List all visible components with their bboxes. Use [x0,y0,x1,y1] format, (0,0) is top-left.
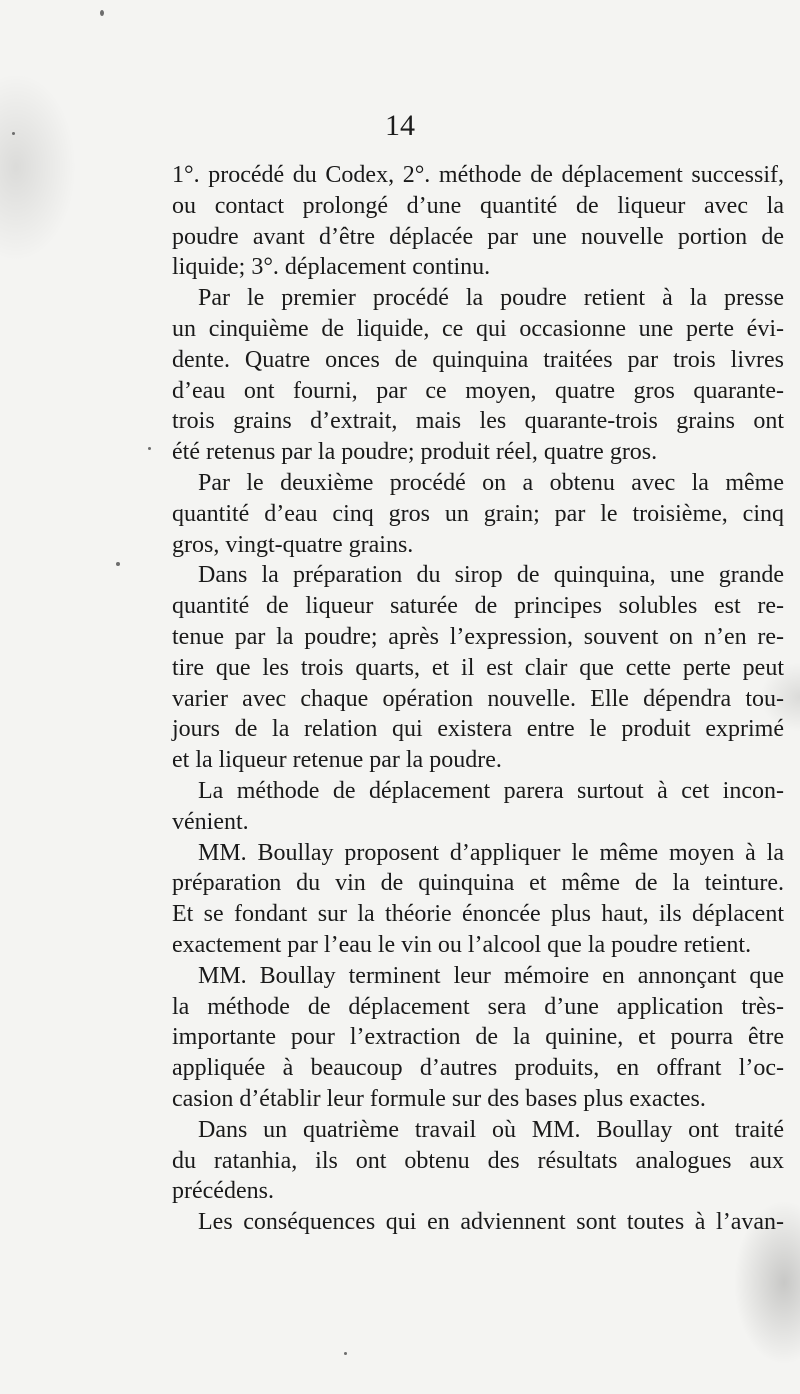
text-line: MM. Boullay proposent d’appliquer le même moyen à la [198,839,784,866]
text-line: jours de la relation qui existera entre le produit exprimé [172,716,784,743]
text-line: un cinquième de liquide, ce qui occasionne une perte évi- [172,315,784,342]
text-line: trois grains d’extrait, mais les quarante-trois grains ont [172,408,784,435]
text-line: 1°. procédé du Codex, 2°. méthode de déplacement successif, [172,162,784,188]
text-line: casion d’établir leur formule sur des bases plus exactes. [172,1085,706,1112]
text-line: tire que les trois quarts, et il est clair que cette perte peut [172,654,784,681]
text-line: préparation du vin de quinquina et même de la teinture. [172,870,784,897]
ink-speck [344,1352,347,1355]
page-number: 14 [385,109,415,142]
text-line: importante pour l’extraction de la quinine, et pourra être [172,1024,784,1051]
text-line: Les conséquences qui en adviennent sont toutes à l’avan- [198,1209,784,1236]
ink-speck [148,447,151,450]
text-line: Dans un quatrième travail où MM. Boullay ont traité [198,1116,784,1143]
text-line: appliquée à beaucoup d’autres produits, en offrant l’oc- [172,1055,784,1082]
text-line: quantité d’eau cinq gros un grain; par le troisième, cinq [172,500,784,527]
text-line: gros, vingt-quatre grains. [172,531,414,558]
text-line: quantité de liqueur saturée de principes solubles est re- [172,593,784,620]
text-line: tenue par la poudre; après l’expression, souvent on n’en re- [172,623,784,650]
text-line: Dans la préparation du sirop de quinquina, une grande [198,562,784,589]
ink-speck [116,562,120,566]
text-line: Et se fondant sur la théorie énoncée plus haut, ils déplacent [172,901,784,928]
text-line: Par le deuxième procédé on a obtenu avec la même [198,469,784,496]
text-line: liquide; 3°. déplacement continu. [172,254,491,281]
text-line: varier avec chaque opération nouvelle. Elle dépendra tou- [172,685,784,712]
text-line: La méthode de déplacement parera surtout à cet incon- [198,777,784,804]
text-line: exactement par l’eau le vin ou l’alcool que la poudre retient. [172,931,752,958]
text-line: dente. Quatre onces de quinquina traitées par trois livres [172,346,784,373]
ink-speck [100,10,104,16]
text-line: MM. Boullay terminent leur mémoire en annonçant que [198,962,784,989]
text-line: ou contact prolongé d’une quantité de liqueur avec la [172,192,784,219]
text-line: du ratanhia, ils ont obtenu des résultats analogues aux [172,1147,784,1174]
text-line: été retenus par la poudre; produit réel, quatre gros. [172,439,658,466]
text-line: poudre avant d’être déplacée par une nouvelle portion de [172,223,784,250]
text-line: la méthode de déplacement sera d’une application très- [172,993,784,1020]
text-line: et la liqueur retenue par la poudre. [172,747,502,774]
body-text [172,160,784,1238]
text-line: Par le premier procédé la poudre retient à la presse [198,285,784,312]
text-line: d’eau ont fourni, par ce moyen, quatre gros quarante- [172,377,784,404]
text-line: vénient. [172,808,249,835]
text-line: précédens. [172,1178,274,1205]
ink-speck [12,132,15,135]
